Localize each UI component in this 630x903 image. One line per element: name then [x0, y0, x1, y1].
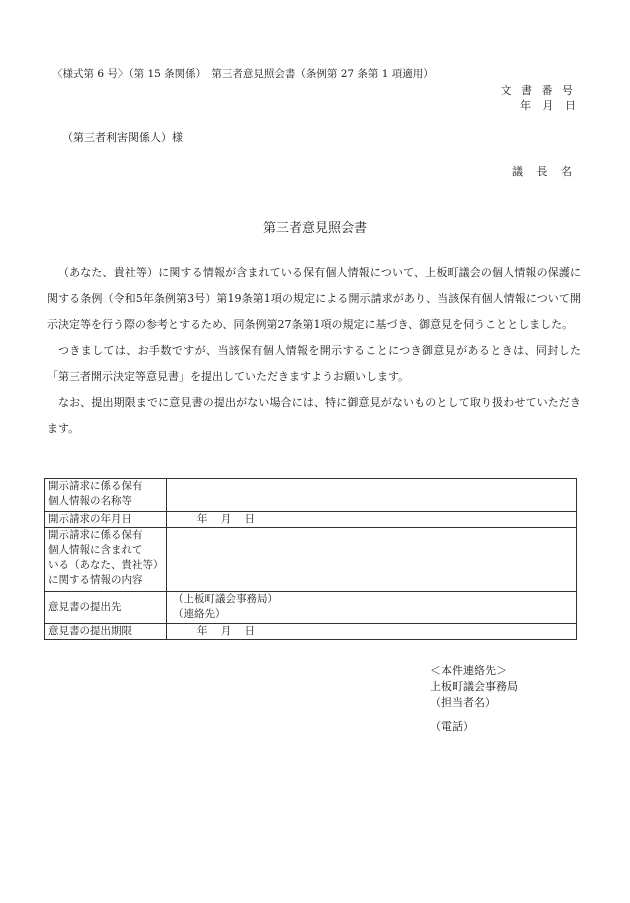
- table-label: [45, 528, 167, 592]
- value-line: （上板町議会事務局）: [173, 593, 278, 605]
- label-line: 開示請求に係る保有: [48, 480, 143, 492]
- table-value: [167, 592, 577, 624]
- label-line: 個人情報に含まれて: [48, 544, 143, 556]
- form-header: 〈様式第 6 号〉（第 15 条関係） 第三者意見照会書（条例第 27 条第 1 項適用）: [52, 68, 434, 80]
- table-value: [167, 479, 577, 512]
- contact-phone: （電話）: [430, 720, 474, 733]
- label-line: に関する情報の内容: [48, 574, 143, 586]
- table-row: [45, 624, 577, 640]
- contact-person: （担当者名）: [430, 696, 496, 709]
- table-row: [45, 528, 577, 592]
- table-value: [167, 528, 577, 592]
- paragraph: なお、提出期限までに意見書の提出がない場合には、特に御意見がないものとして取り扱わせていただきます。: [47, 396, 581, 435]
- paragraph: （あなた、貴社等）に関する情報が含まれている保有個人情報について、上板町議会の個人情報の保護に関する条例（令和5年条例第3号）第19条第1項の規定による開示請求があり、当該保有個人情報について開示決定等を行う際の参考とするため、同条例第27条第1項の規定に基づき、御意見を伺うこととしました。: [47, 266, 581, 331]
- value-line: （連絡先）: [173, 608, 226, 620]
- body-text: [47, 260, 581, 442]
- contact-block: [430, 663, 518, 735]
- paragraph: つきましては、お手数ですが、当該保有個人情報を開示することにつき御意見があるときは、同封した「第三者開示決定等意見書」を提出していただきますようお願いします。: [47, 344, 581, 383]
- table-row: [45, 512, 577, 528]
- table-value: [167, 512, 577, 528]
- document-number: 文 書 番 号: [500, 84, 576, 97]
- info-table: [44, 478, 577, 640]
- table-value: [167, 624, 577, 640]
- label-line: 開示請求に係る保有: [48, 529, 143, 541]
- date-fill: 年 月 日: [197, 513, 256, 525]
- table-label: [45, 479, 167, 512]
- table-label: 意見書の提出先: [45, 592, 167, 624]
- contact-heading: ＜本件連絡先＞: [430, 664, 507, 677]
- chair-name: 議 長 名: [512, 165, 572, 178]
- document-title: 第三者意見照会書: [262, 221, 367, 236]
- table-row: [45, 592, 577, 624]
- table-label: 開示請求の年月日: [45, 512, 167, 528]
- document-date: 年 月 日: [520, 99, 576, 112]
- label-line: いる（あなた、貴社等）: [48, 559, 164, 571]
- contact-office: 上板町議会事務局: [430, 680, 518, 693]
- table-label: 意見書の提出期限: [45, 624, 167, 640]
- label-line: 個人情報の名称等: [48, 495, 132, 507]
- date-fill: 年 月 日: [197, 625, 256, 637]
- table-row: [45, 479, 577, 512]
- addressee: （第三者利害関係人）様: [62, 131, 183, 144]
